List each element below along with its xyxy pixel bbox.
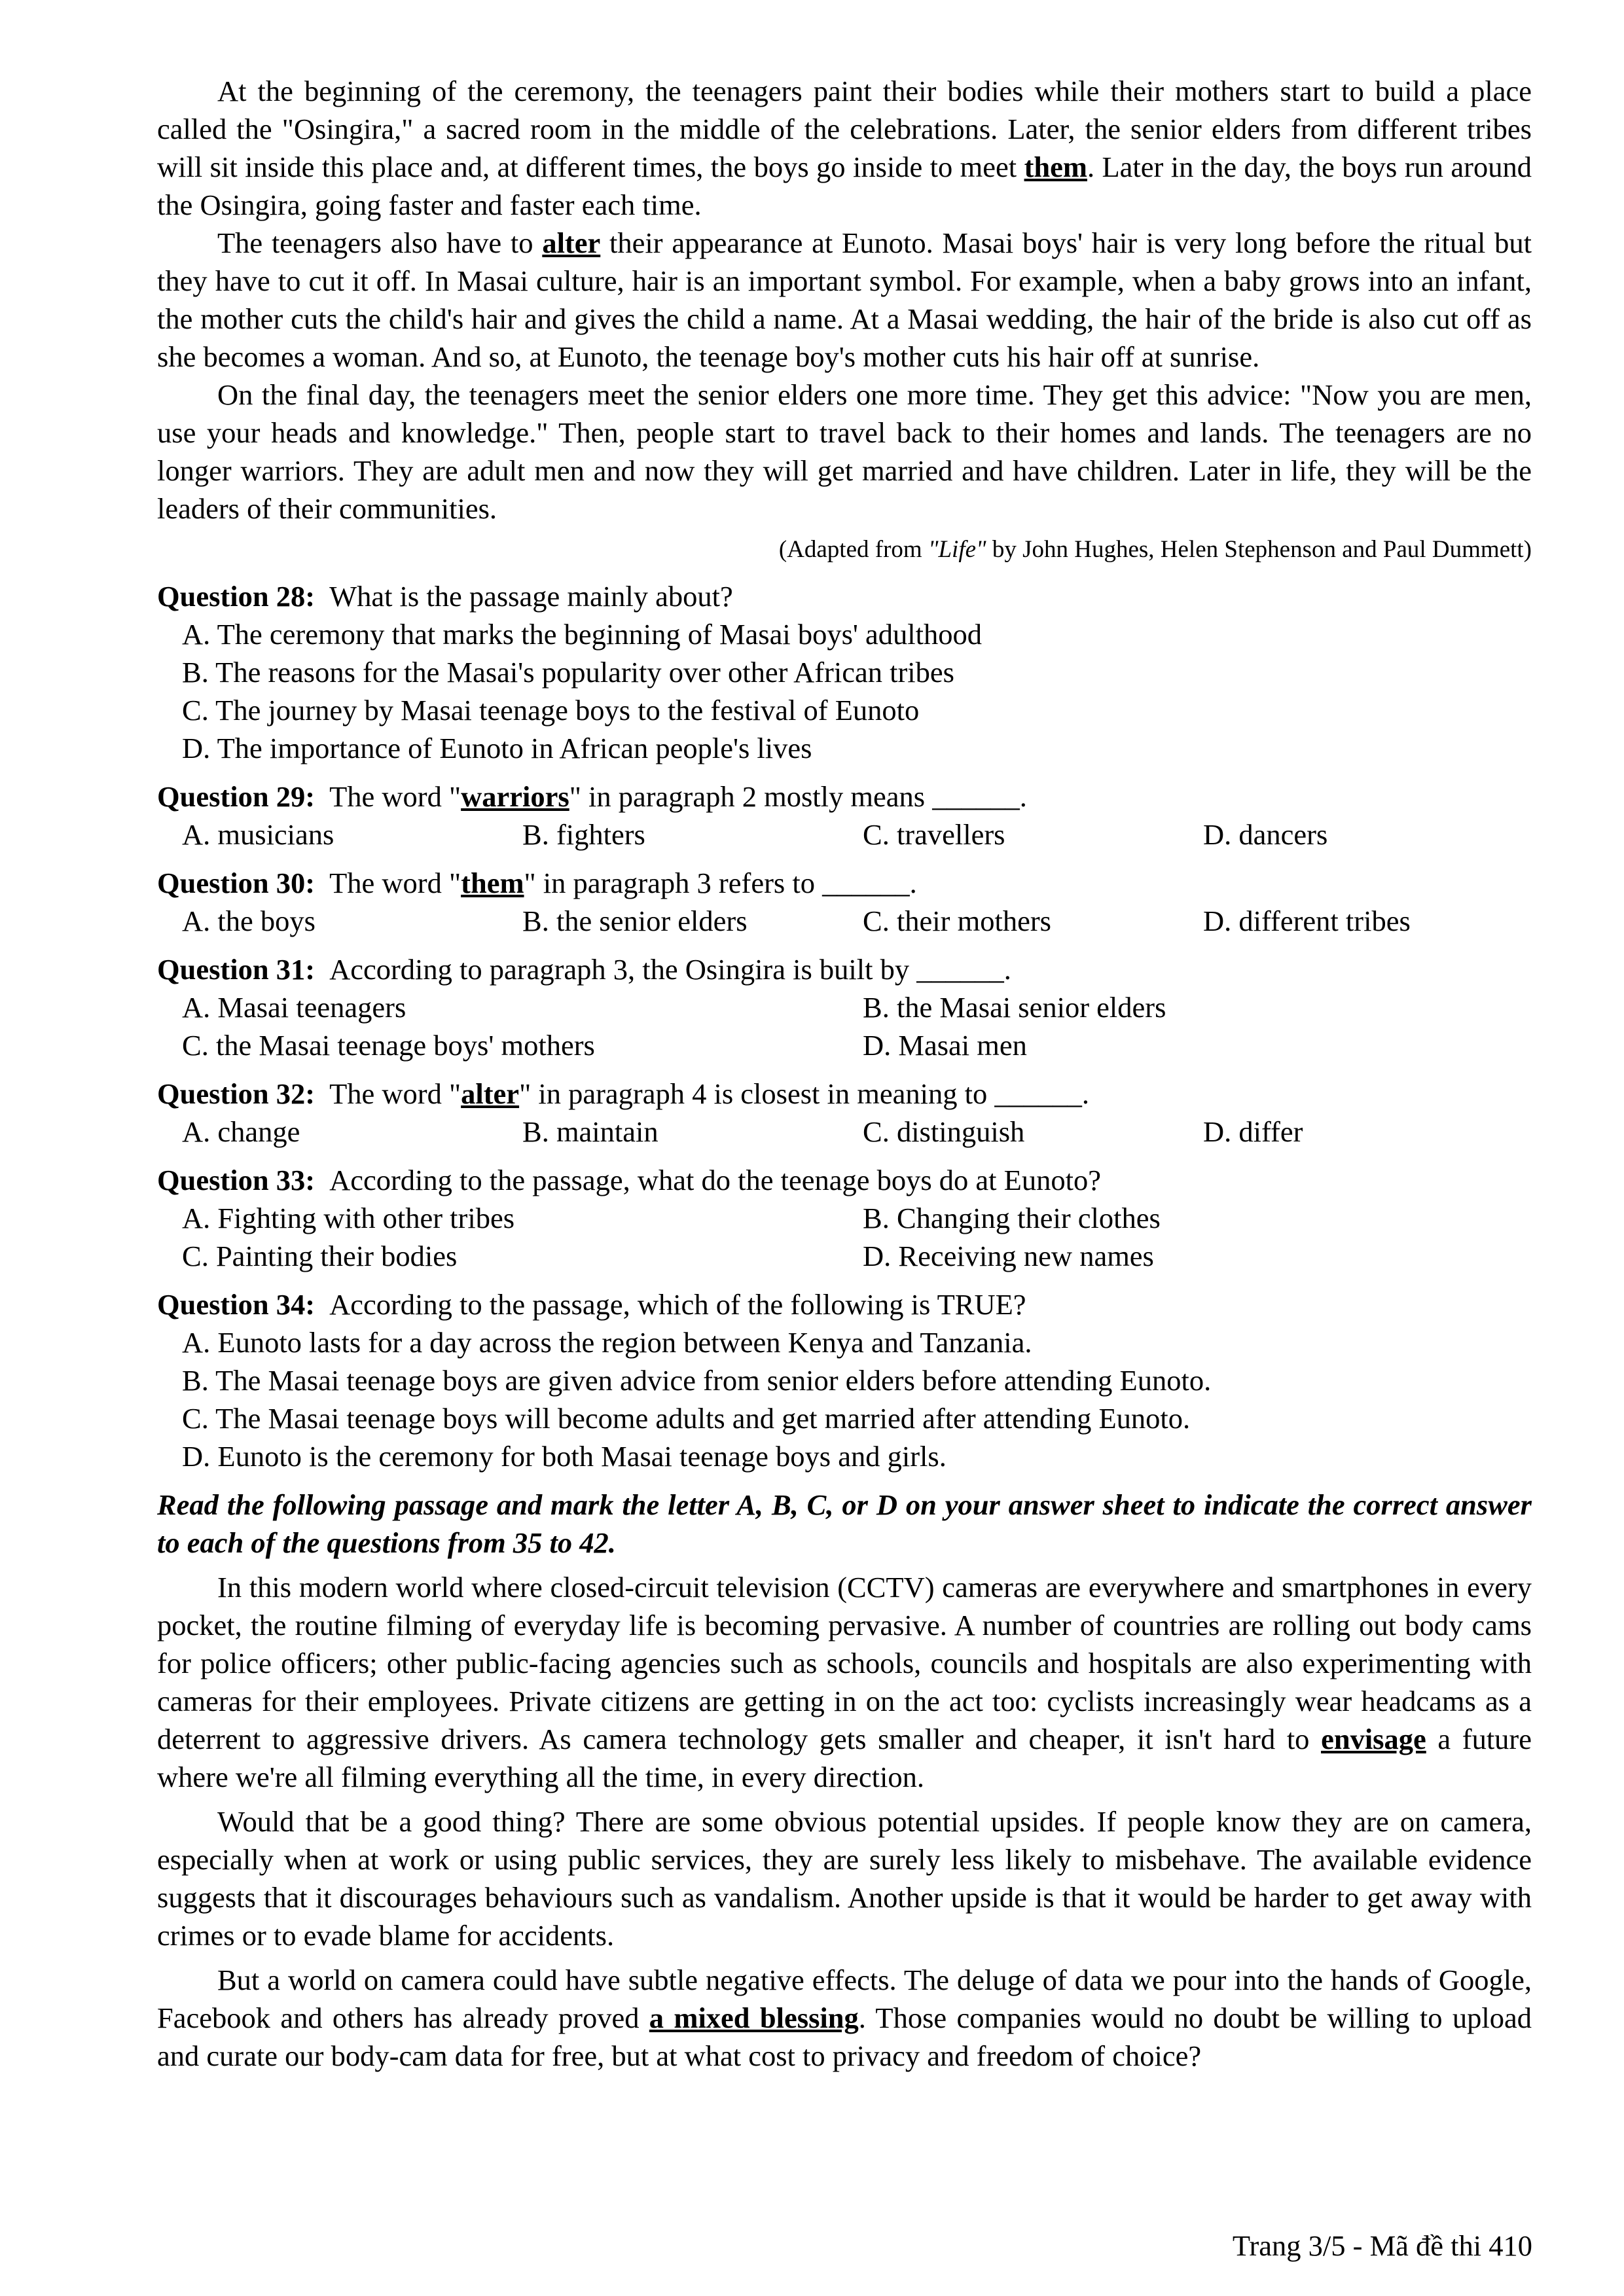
option-letter: C bbox=[182, 1240, 202, 1272]
answer-options bbox=[157, 1199, 1532, 1275]
answer-option-a[interactable] bbox=[182, 902, 522, 940]
option-letter: A bbox=[182, 991, 204, 1024]
question-stem bbox=[157, 577, 1532, 615]
option-letter: A bbox=[182, 818, 204, 851]
question-number: Question 31: bbox=[157, 953, 316, 986]
option-letter: D bbox=[1203, 818, 1225, 851]
option-letter: C bbox=[863, 818, 882, 851]
option-letter: D bbox=[182, 1440, 204, 1473]
answer-option-d[interactable] bbox=[863, 1026, 1543, 1064]
answer-options bbox=[157, 816, 1532, 853]
passage1-paragraph-1: At the beginning of the ceremony, the teenagers paint their bodies while their mothers start to build a place called the "Osingira," a sacred room in the middle of the celebrations. Later, the senior elders from different tribes will sit inside this place and, at different times, the boys go inside to meet them. Later in the day, the boys run around the Osingira, going faster and faster each time. bbox=[157, 75, 1532, 221]
question-stem bbox=[157, 864, 1532, 902]
question-stem bbox=[157, 778, 1532, 816]
answer-options bbox=[157, 988, 1532, 1064]
option-letter: B bbox=[182, 656, 202, 689]
answer-options bbox=[157, 1113, 1532, 1151]
question-text-end: " in paragraph 4 is closest in meaning to ______. bbox=[519, 1077, 1089, 1110]
question-text: According to the passage, what do the teenage boys do at Eunoto? bbox=[329, 1164, 1101, 1196]
option-text: . dancers bbox=[1224, 818, 1328, 851]
option-letter: C bbox=[863, 905, 882, 937]
option-letter: C bbox=[182, 1402, 202, 1435]
question-number: Question 28: bbox=[157, 580, 316, 613]
answer-option-c[interactable] bbox=[863, 816, 1203, 853]
option-text: . the senior elders bbox=[541, 905, 748, 937]
question-number: Question 30: bbox=[157, 867, 316, 899]
answer-option-c[interactable] bbox=[182, 1237, 863, 1275]
option-text: . The journey by Masai teenage boys to the festival of Eunoto bbox=[201, 694, 920, 726]
option-text: . maintain bbox=[541, 1115, 659, 1148]
question-number: Question 33: bbox=[157, 1164, 316, 1196]
question-block bbox=[157, 1075, 1532, 1151]
keyword-envisage: envisage bbox=[1321, 1723, 1426, 1755]
answer-option-c[interactable] bbox=[182, 691, 1530, 729]
option-text: . Masai men bbox=[884, 1029, 1027, 1062]
option-letter: C bbox=[182, 1029, 202, 1062]
option-text: . Eunoto is the ceremony for both Masai teenage boys and girls. bbox=[203, 1440, 947, 1473]
option-letter: D bbox=[863, 1240, 884, 1272]
question-keyword: alter bbox=[461, 1077, 520, 1110]
option-text: . Fighting with other tribes bbox=[203, 1202, 515, 1234]
question-text: What is the passage mainly about? bbox=[329, 580, 733, 613]
question-number: Question 32: bbox=[157, 1077, 316, 1110]
option-letter: B bbox=[522, 818, 542, 851]
option-letter: C bbox=[182, 694, 202, 726]
question-stem bbox=[157, 1075, 1532, 1113]
option-text: . Receiving new names bbox=[884, 1240, 1154, 1272]
question-text: According to the passage, which of the following is TRUE? bbox=[329, 1288, 1026, 1321]
answer-option-d[interactable] bbox=[1203, 1113, 1543, 1151]
instruction-text: Read the following passage and mark the letter A, B, C, or D on your answer sheet to indicate the correct answer to each of the questions from 35 to 42. bbox=[157, 1488, 1532, 1559]
question-text: The word " bbox=[329, 1077, 461, 1110]
option-text: . Painting their bodies bbox=[201, 1240, 458, 1272]
option-letter: B bbox=[522, 1115, 542, 1148]
option-text: . their mothers bbox=[882, 905, 1051, 937]
option-letter: A bbox=[182, 1326, 204, 1359]
question-number: Question 29: bbox=[157, 780, 316, 813]
question-number: Question 34: bbox=[157, 1288, 316, 1321]
answer-option-d[interactable] bbox=[1203, 902, 1543, 940]
option-letter: C bbox=[863, 1115, 882, 1148]
question-block bbox=[157, 864, 1532, 940]
answer-option-c[interactable] bbox=[182, 1399, 1530, 1437]
option-text: . fighters bbox=[541, 818, 645, 851]
option-text: . different tribes bbox=[1224, 905, 1411, 937]
option-text: . travellers bbox=[882, 818, 1005, 851]
source-citation: (Adapted from "Life" by John Hughes, Helen Stephenson and Paul Dummett) bbox=[778, 536, 1532, 563]
option-letter: B bbox=[863, 1202, 882, 1234]
question-text-end: " in paragraph 3 refers to ______. bbox=[524, 867, 917, 899]
option-text: . Eunoto lasts for a day across the region between Kenya and Tanzania. bbox=[203, 1326, 1032, 1359]
answer-option-a[interactable] bbox=[182, 1113, 522, 1151]
option-letter: D bbox=[1203, 1115, 1225, 1148]
option-text: . differ bbox=[1224, 1115, 1303, 1148]
answer-option-b[interactable] bbox=[522, 1113, 863, 1151]
question-text: According to paragraph 3, the Osingira is built by ______. bbox=[329, 953, 1011, 986]
passage1-paragraph-2: The teenagers also have to alter their appearance at Eunoto. Masai boys' hair is very long before the ritual but they have to cut it off. In Masai culture, hair is an important symbol. For example, when a baby grows into an infant, the mother cuts the child's hair and gives the child a name. At a Masai wedding, the hair of the bride is also cut off as she becomes a woman. And so, at Eunoto, the teenage boy's mother cuts his hair off at sunrise. bbox=[157, 226, 1532, 373]
option-letter: D bbox=[863, 1029, 884, 1062]
question-text: The word " bbox=[329, 867, 461, 899]
keyword-a-mixed-blessing: a mixed blessing bbox=[649, 2001, 859, 2034]
question-block bbox=[157, 577, 1532, 767]
option-letter: B bbox=[182, 1364, 202, 1397]
answer-option-d[interactable] bbox=[863, 1237, 1543, 1275]
question-block bbox=[157, 778, 1532, 853]
answer-options bbox=[157, 1323, 1532, 1475]
answer-option-b[interactable] bbox=[863, 1199, 1543, 1237]
option-text: . the boys bbox=[203, 905, 316, 937]
exam-page bbox=[157, 72, 1532, 2075]
option-letter: A bbox=[182, 1115, 204, 1148]
question-stem bbox=[157, 1161, 1532, 1199]
question-list bbox=[157, 577, 1532, 1475]
option-letter: B bbox=[863, 991, 882, 1024]
answer-option-b[interactable] bbox=[863, 988, 1543, 1026]
option-text: . distinguish bbox=[882, 1115, 1025, 1148]
answer-option-c[interactable] bbox=[863, 902, 1203, 940]
option-letter: D bbox=[182, 732, 204, 764]
option-text: . Changing their clothes bbox=[882, 1202, 1161, 1234]
answer-option-a[interactable] bbox=[182, 816, 522, 853]
option-letter: A bbox=[182, 1202, 204, 1234]
option-text: . musicians bbox=[203, 818, 334, 851]
option-text: . the Masai teenage boys' mothers bbox=[201, 1029, 595, 1062]
question-block bbox=[157, 1285, 1532, 1475]
answer-option-d[interactable] bbox=[182, 729, 1530, 767]
page-footer: Trang 3/5 - Mã đề thi 410 bbox=[1232, 2229, 1532, 2262]
answer-option-a[interactable] bbox=[182, 1323, 1530, 1361]
question-keyword: warriors bbox=[461, 780, 569, 813]
option-text: . The Masai teenage boys will become adults and get married after attending Eunoto. bbox=[201, 1402, 1191, 1435]
question-stem bbox=[157, 950, 1532, 988]
answer-option-d[interactable] bbox=[182, 1437, 1530, 1475]
passage2-paragraph-1: In this modern world where closed-circuit television (CCTV) cameras are everywhere and smartphones in every pocket, the routine filming of everyday life is becoming pervasive. A number of countries are rolling out body cams for police officers; other public-facing agencies such as schools, councils and hospitals are also experimenting with cameras for their employees. Private citizens are getting in on the act too: cyclists increasingly wear headcams as a deterrent to aggressive drivers. As camera technology gets smaller and cheaper, it isn't hard to envisage a future where we're all filming everything all the time, in every direction. bbox=[157, 1571, 1532, 1793]
question-block bbox=[157, 1161, 1532, 1275]
answer-option-c[interactable] bbox=[863, 1113, 1203, 1151]
option-text: . the Masai senior elders bbox=[882, 991, 1166, 1024]
passage1-paragraph-3: On the final day, the teenagers meet the senior elders one more time. They get this advice: "Now you are men, use your heads and knowledge." Then, people start to travel back to their homes and lands. The teenagers are no longer warriors. They are adult men and now they will get married and have children. Later in life, they will be the leaders of their communities. bbox=[157, 378, 1532, 525]
question-keyword: them bbox=[461, 867, 524, 899]
answer-options bbox=[157, 902, 1532, 940]
option-letter: B bbox=[522, 905, 542, 937]
answer-option-d[interactable] bbox=[1203, 816, 1543, 853]
question-block bbox=[157, 950, 1532, 1064]
option-letter: A bbox=[182, 618, 204, 651]
option-text: . The ceremony that marks the beginning of Masai boys' adulthood bbox=[203, 618, 983, 651]
question-text: The word " bbox=[329, 780, 461, 813]
answer-option-a[interactable] bbox=[182, 615, 1530, 653]
option-text: . The Masai teenage boys are given advice from senior elders before attending Eunoto. bbox=[201, 1364, 1212, 1397]
option-text: . change bbox=[203, 1115, 300, 1148]
option-letter: D bbox=[1203, 905, 1225, 937]
keyword-alter: alter bbox=[542, 226, 601, 259]
answer-option-a[interactable] bbox=[182, 988, 863, 1026]
option-text: . The reasons for the Masai's popularity over other African tribes bbox=[201, 656, 954, 689]
keyword-them: them bbox=[1024, 151, 1087, 183]
answer-options bbox=[157, 615, 1532, 767]
question-text-end: " in paragraph 2 mostly means ______. bbox=[569, 780, 1027, 813]
passage2-paragraph-2: Would that be a good thing? There are some obvious potential upsides. If people know they are on camera, especially when at work or using public services, they are surely less likely to misbehave. The available evidence suggests that it discourages behaviours such as vandalism. Another upside is that it would be harder to get away with crimes or to evade blame for accidents. bbox=[157, 1805, 1532, 1952]
answer-option-c[interactable] bbox=[182, 1026, 863, 1064]
answer-option-b[interactable] bbox=[522, 816, 863, 853]
option-letter: A bbox=[182, 905, 204, 937]
answer-option-a[interactable] bbox=[182, 1199, 863, 1237]
option-text: . The importance of Eunoto in African people's lives bbox=[203, 732, 812, 764]
answer-option-b[interactable] bbox=[182, 653, 1530, 691]
question-stem bbox=[157, 1285, 1532, 1323]
option-text: . Masai teenagers bbox=[203, 991, 406, 1024]
passage2-paragraph-3: But a world on camera could have subtle negative effects. The deluge of data we pour into the hands of Google, Facebook and others has already proved a mixed blessing. Those companies would no doubt be willing to upload and curate our body-cam data for free, but at what cost to privacy and freedom of choice? bbox=[157, 1964, 1532, 2072]
answer-option-b[interactable] bbox=[522, 902, 863, 940]
answer-option-b[interactable] bbox=[182, 1361, 1530, 1399]
